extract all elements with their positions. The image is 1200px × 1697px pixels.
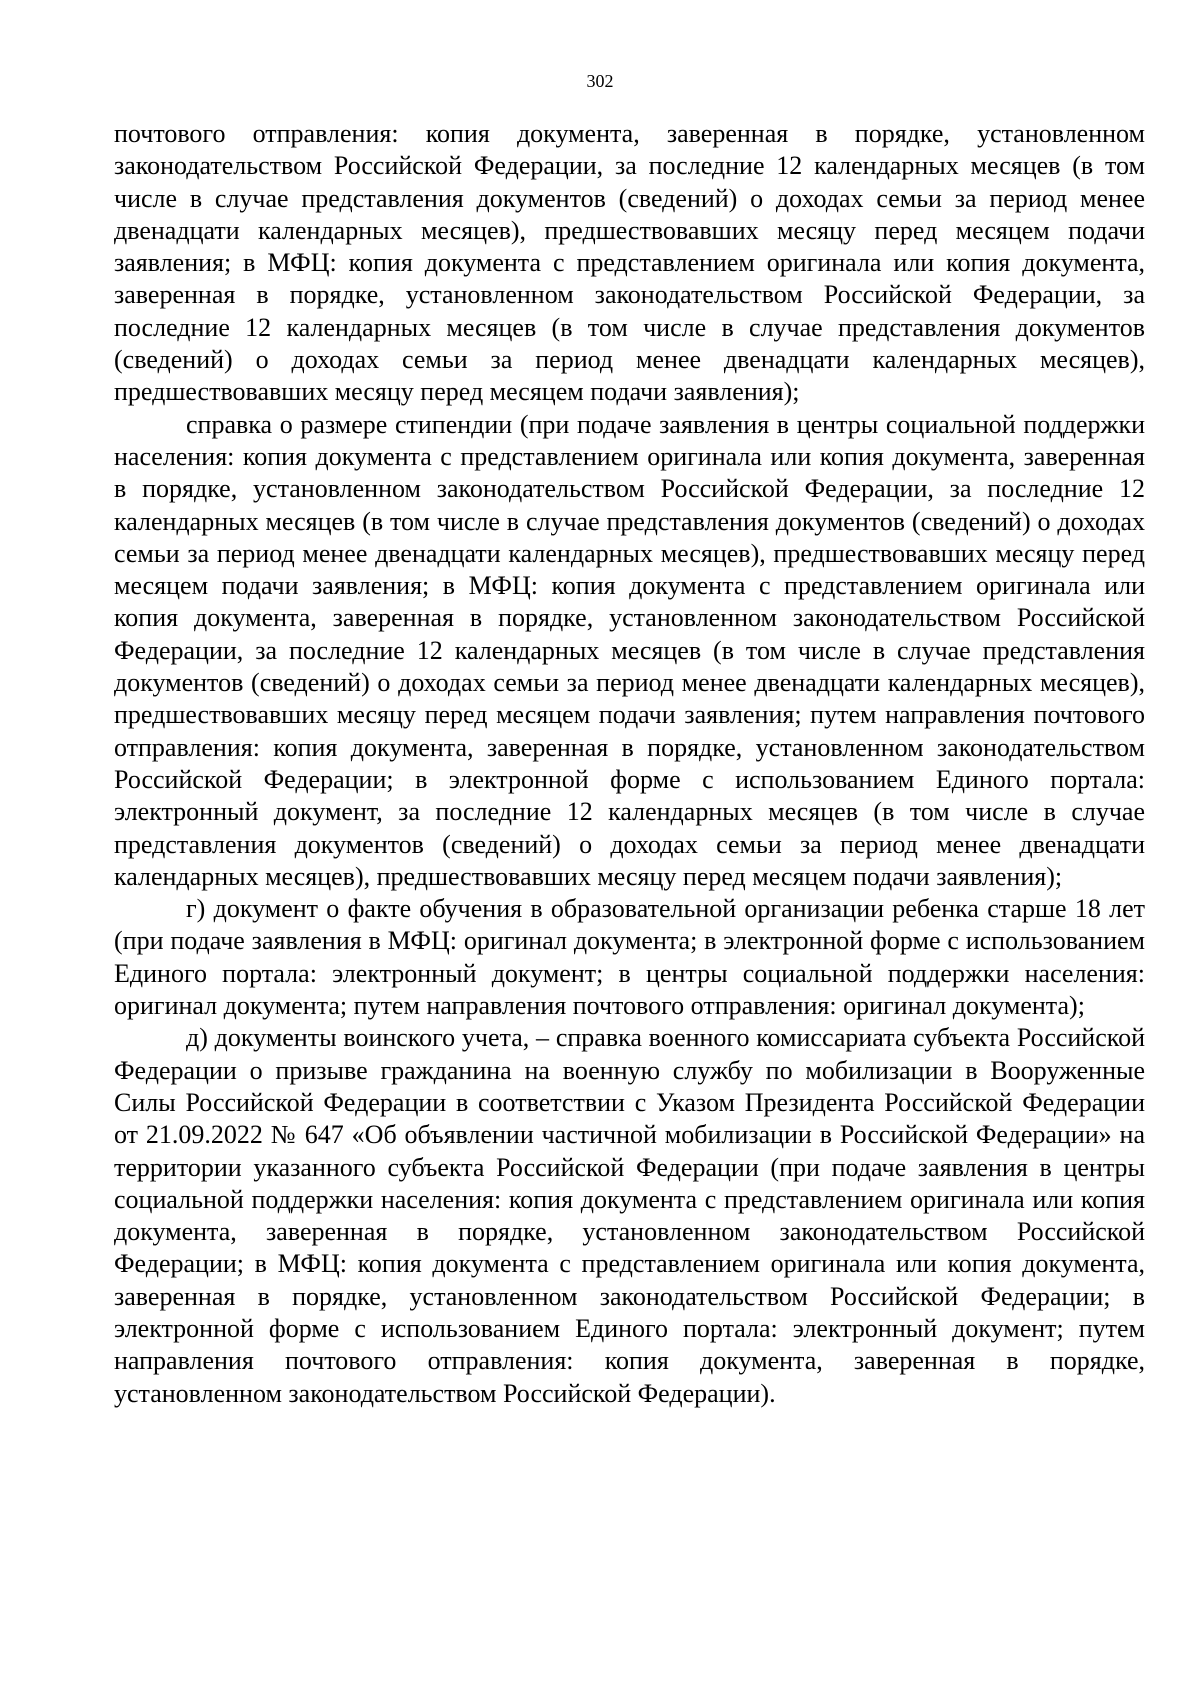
paragraph-item-d-military-documents: д) документы воинского учета, – справка военного комиссариата субъекта Российской Федерации о призыве гражданина на военную службу по мобилизации в Вооруженные Силы Российской Федерации в соответствии с Указом Президента Российской Федерации от 21.09.2022 № 647 «Об объявлении частичной мобилизации в Российской Федерации» на территории указанного субъекта Российской Федерации (при подаче заявления в центры социальной поддержки населения: копия документа с представлением оригинала или копия документа, заверенная в порядке, установленном законодательством Российской Федерации; в МФЦ: копия документа с представлением оригинала или копия документа, заверенная в порядке, установленном законодательством Российской Федерации; в электронной форме с использованием Единого портала: электронный документ; путем направления почтового отправления: копия документа, заверенная в порядке, установленном законодательством Российской Федерации). <box>114 1023 1145 1408</box>
document-body <box>114 118 1145 1410</box>
page-number: 302 <box>586 71 614 91</box>
paragraph-scholarship-certificate: справка о размере стипендии (при подаче заявления в центры социальной поддержки населения: копия документа с представлением оригинала или копия документа, заверенная в порядке, установленном законодательством Российской Федерации, за последние 12 календарных месяцев (в том числе в случае представления документов (сведений) о доходах семьи за период менее двенадцати календарных месяцев), предшествовавших месяцу перед месяцем подачи заявления; в МФЦ: копия документа с представлением оригинала или копия документа, заверенная в порядке, установленном законодательством Российской Федерации, за последние 12 календарных месяцев (в том числе в случае представления документов (сведений) о доходах семьи за период менее двенадцати календарных месяцев), предшествовавших месяцу перед месяцем подачи заявления; путем направления почтового отправления: копия документа, заверенная в порядке, установленном законодательством Российской Федерации; в электронной форме с использованием Единого портала: электронный документ, за последние 12 календарных месяцев (в том числе в случае представления документов (сведений) о доходах семьи за период менее двенадцати календарных месяцев), предшествовавших месяцу перед месяцем подачи заявления); <box>114 409 1145 891</box>
paragraph-item-g-education: г) документ о факте обучения в образовательной организации ребенка старше 18 лет (при подаче заявления в МФЦ: оригинал документа; в электронной форме с использованием Единого портала: электронный документ; в центры социальной поддержки населения: оригинал документа; путем направления почтового отправления: оригинал документа); <box>114 894 1145 1021</box>
paragraph-income-documents-continuation: почтового отправления: копия документа, заверенная в порядке, установленном законодательством Российской Федерации, за последние 12 календарных месяцев (в том числе в случае представления документов (сведений) о доходах семьи за период менее двенадцати календарных месяцев), предшествовавших месяцу перед месяцем подачи заявления; в МФЦ: копия документа с представлением оригинала или копия документа, заверенная в порядке, установленном законодательством Российской Федерации, за последние 12 календарных месяцев (в том числе в случае представления документов (сведений) о доходах семьи за период менее двенадцати календарных месяцев), предшествовавших месяцу перед месяцем подачи заявления); <box>114 119 1145 407</box>
